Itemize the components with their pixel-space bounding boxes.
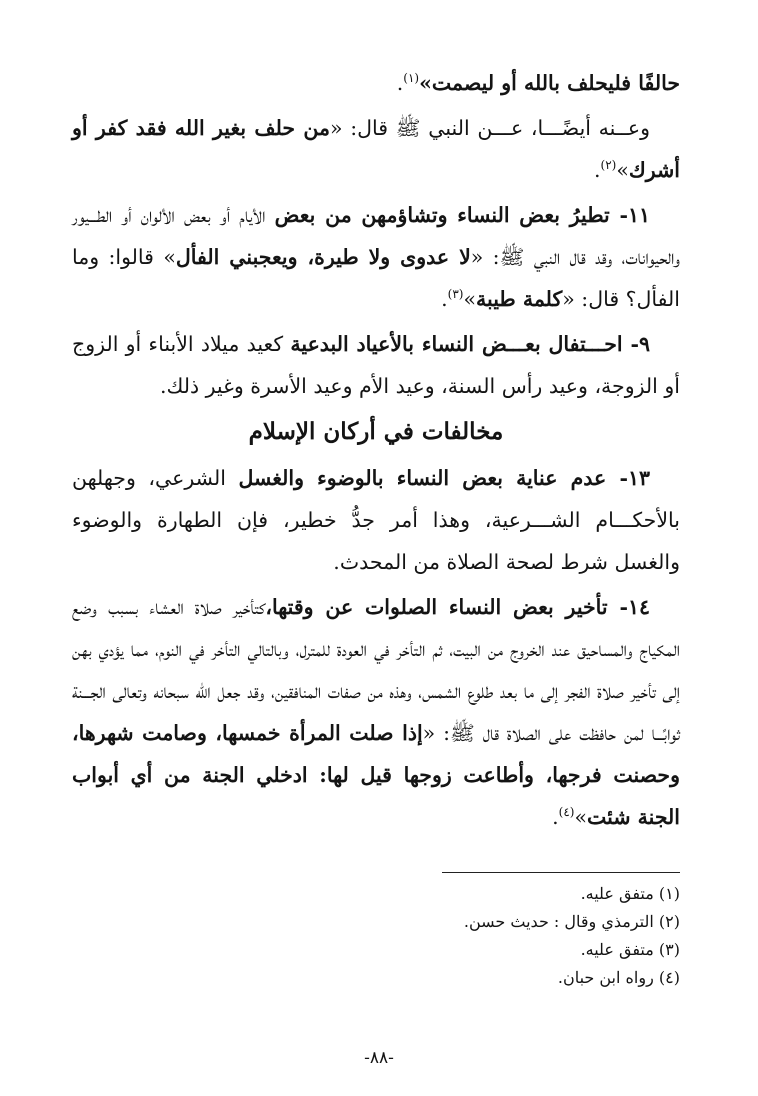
footnotes (280, 880, 680, 992)
page-body (72, 62, 680, 841)
text-run: . (441, 287, 448, 311)
footnote-4: (٤) رواه ابن حبان. (557, 968, 680, 987)
text-run: . (594, 158, 601, 182)
footnote-separator (442, 872, 680, 873)
bold-text-run: ١١- تطيرُ بعض النساء وتشاؤمهن من بعض (274, 203, 650, 227)
text-run: » قالوا: وما الفأل؟ قال: « (72, 245, 680, 311)
paragraph (72, 62, 680, 104)
footnote-marker: (٤) (558, 805, 575, 820)
bold-text-run: إذا صلت المرأة خمسها، وصامت شهرها، وحصنت فرجها، وأطاعت زوجها قيل لها: ادخلي الجنة من أي أبواب الجنة شئت (72, 721, 680, 829)
footnote-3: (٣) متفق عليه. (580, 940, 680, 959)
footnote-marker: (١) (403, 71, 420, 86)
bold-text-run: كلمة طيبة (476, 287, 563, 311)
text-run: » (463, 287, 477, 311)
section-heading (72, 410, 680, 454)
text-run: وعــنه أيضًـــا، عـــن النبي ﷺ قال: « (329, 116, 650, 140)
text-run: مخالفات في أركان الإسلام (248, 418, 504, 445)
text-run: » (616, 158, 629, 182)
text-run: . (552, 805, 559, 829)
bold-text-run: ١٣- عدم عناية بعض النساء بالوضوء والغسل (238, 466, 650, 490)
paragraph (72, 323, 680, 407)
footnote-marker: (٣) (447, 287, 464, 302)
page-number: -٨٨- (364, 1048, 394, 1068)
footnote-1: (١) متفق عليه. (580, 884, 680, 903)
bold-text-run: ١٤- تأخير بعض النساء الصلوات عن وقتها، (265, 595, 650, 619)
bold-text-run: من حلف بغير الله فقد كفر أو أشرك (72, 116, 680, 182)
bold-text-run: ٩- احـــتفال بعـــض النساء بالأعياد البدعية (290, 332, 650, 356)
paragraph (72, 107, 680, 191)
text-run: » (574, 805, 588, 829)
text-run: كعيد ميلاد الأبناء أو الزوج أو الزوجة، وعيد رأس السنة، وعيد الأم وعيد الأسرة وغير ذلك. (72, 332, 680, 398)
bold-text-run: لا عدوى ولا طيرة، ويعجبني الفأل (175, 245, 471, 269)
text-run: . (396, 71, 404, 95)
paragraph (72, 457, 680, 583)
text-run: الأيام أو بعض الألوان أو الطـــيور والحيوانات، وقد قال النبي ﷺ: « (72, 203, 681, 269)
footnote-2: (٢) الترمذي وقال : حديث حسن. (463, 912, 680, 931)
paragraph (72, 194, 680, 320)
paragraph (72, 586, 680, 838)
text-run: الشرعي، وجهلهن بالأحكـــام الشـــرعية، وهذا أمر جدُّ خطير، فإن الطهارة والوضوء والغسل شرط لصحة الصلاة من المحدث. (72, 466, 680, 574)
footnote-marker: (٢) (600, 158, 617, 173)
text-run: كتأخير صلاة العشاء بسبب وضع المكياج والمساحيق عند الخروج من البيت، ثم التأخر في العودة للمترل، وبالتالي التأخر في النوم، مما يؤدي بهن إلى تأخير صلاة الفجر إلى ما بعد طلوع الشمس، وهذه من صفات المنافقين، وقد جعل الله سبحانه وتعالى الجـــنة ثوابًـــا لمن حافظت على الصلاة قال ﷺ: « (72, 595, 681, 745)
bold-text-run: حالفًا فليحلف بالله أو ليصمت» (419, 71, 680, 95)
